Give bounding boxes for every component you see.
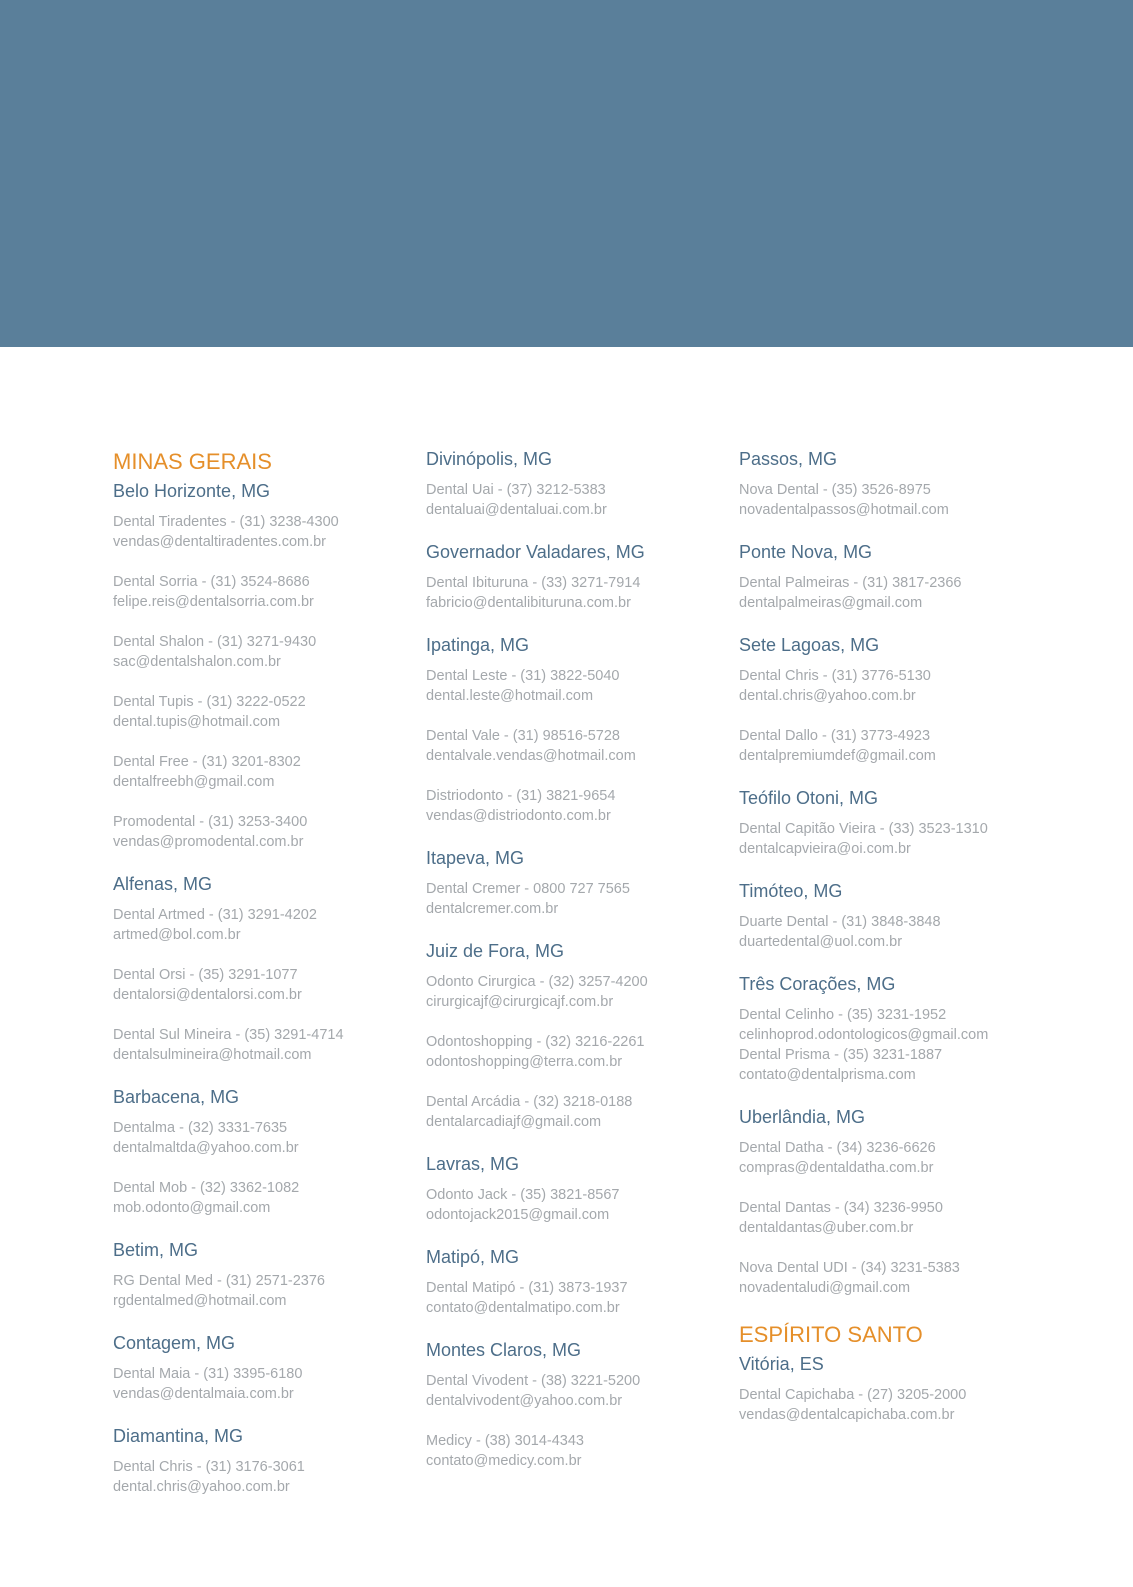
- city-heading: Três Corações, MG: [739, 974, 896, 994]
- dealer-email: fabricio@dentalibituruna.com.br: [426, 595, 631, 611]
- dealer-email: dentalorsi@dentalorsi.com.br: [113, 987, 302, 1003]
- dealer-email: sac@dentalshalon.com.br: [113, 654, 281, 670]
- dealer-name-phone: Duarte Dental - (31) 3848-3848: [739, 914, 941, 930]
- dealer-entry: [113, 692, 413, 732]
- dealer-entry: [426, 1371, 726, 1411]
- dealer-email: dentalcremer.com.br: [426, 901, 559, 917]
- dealer-entry: [426, 786, 726, 826]
- dealer-name-phone: Dentalma - (32) 3331-7635: [113, 1120, 288, 1136]
- city-heading: Contagem, MG: [113, 1333, 236, 1353]
- dealer-name-phone: Dental Uai - (37) 3212-5383: [426, 482, 606, 498]
- city-heading: Ponte Nova, MG: [739, 542, 873, 562]
- city-heading: Governador Valadares, MG: [426, 542, 645, 562]
- dealer-entry: [739, 912, 1039, 952]
- dealer-email: mob.odonto@gmail.com: [113, 1200, 271, 1216]
- dealer-entry: [739, 1045, 1039, 1085]
- dealer-name-phone: Dental Tupis - (31) 3222-0522: [113, 694, 306, 710]
- dealer-entry: [113, 1118, 413, 1158]
- dealer-entry: [426, 726, 726, 766]
- dealer-email: dentalfreebh@gmail.com: [113, 774, 275, 790]
- dealer-email: dentaldantas@uber.com.br: [739, 1220, 914, 1236]
- directory-column-2: [426, 447, 726, 1471]
- dealer-name-phone: Dental Palmeiras - (31) 3817-2366: [739, 575, 962, 591]
- dealer-email: dental.leste@hotmail.com: [426, 688, 594, 704]
- city-heading: Diamantina, MG: [113, 1426, 244, 1446]
- dealer-name-phone: Dental Cremer - 0800 727 7565: [426, 881, 630, 897]
- city-heading: Juiz de Fora, MG: [426, 941, 565, 961]
- dealer-name-phone: Dental Dantas - (34) 3236-9950: [739, 1200, 943, 1216]
- dealer-name-phone: Odonto Cirurgica - (32) 3257-4200: [426, 974, 648, 990]
- dealer-entry: [739, 480, 1039, 520]
- dealer-name-phone: Dental Ibituruna - (33) 3271-7914: [426, 575, 641, 591]
- dealer-name-phone: Dental Shalon - (31) 3271-9430: [113, 634, 317, 650]
- dealer-entry: [739, 726, 1039, 766]
- dealer-name-phone: Odontoshopping - (32) 3216-2261: [426, 1034, 645, 1050]
- dealer-email: artmed@bol.com.br: [113, 927, 241, 943]
- dealer-entry: [739, 1138, 1039, 1178]
- dealer-name-phone: Dental Vivodent - (38) 3221-5200: [426, 1373, 641, 1389]
- dealer-email: dentalmaltda@yahoo.com.br: [113, 1140, 299, 1156]
- city-heading: Lavras, MG: [426, 1154, 520, 1174]
- city-heading: Sete Lagoas, MG: [739, 635, 880, 655]
- city-heading: Ipatinga, MG: [426, 635, 530, 655]
- dealer-email: compras@dentaldatha.com.br: [739, 1160, 934, 1176]
- dealer-entry: [739, 1005, 1039, 1045]
- dealer-email: vendas@distriodonto.com.br: [426, 808, 611, 824]
- dealer-name-phone: Dental Matipó - (31) 3873-1937: [426, 1280, 628, 1296]
- dealer-email: contato@medicy.com.br: [426, 1453, 582, 1469]
- dealer-email: dentalpalmeiras@gmail.com: [739, 595, 923, 611]
- dealer-email: rgdentalmed@hotmail.com: [113, 1293, 287, 1309]
- dealer-name-phone: Distriodonto - (31) 3821-9654: [426, 788, 616, 804]
- city-heading: Divinópolis, MG: [426, 449, 553, 469]
- dealer-name-phone: Dental Dallo - (31) 3773-4923: [739, 728, 931, 744]
- dealer-entry: [113, 965, 413, 1005]
- dealer-name-phone: Odonto Jack - (35) 3821-8567: [426, 1187, 620, 1203]
- dealer-email: contato@dentalprisma.com: [739, 1067, 916, 1083]
- dealer-entry: [739, 1258, 1039, 1298]
- dealer-email: dentalpremiumdef@gmail.com: [739, 748, 936, 764]
- dealer-name-phone: Dental Artmed - (31) 3291-4202: [113, 907, 317, 923]
- dealer-email: dentalcapvieira@oi.com.br: [739, 841, 911, 857]
- dealer-name-phone: Dental Mob - (32) 3362-1082: [113, 1180, 300, 1196]
- dealer-name-phone: Dental Maia - (31) 3395-6180: [113, 1366, 303, 1382]
- dealer-email: dental.tupis@hotmail.com: [113, 714, 281, 730]
- dealer-entry: [113, 572, 413, 612]
- dealer-entry: [426, 1431, 726, 1471]
- dealer-entry: [113, 1271, 413, 1311]
- city-heading: Belo Horizonte, MG: [113, 481, 271, 501]
- dealer-entry: [426, 879, 726, 919]
- dealer-name-phone: Dental Orsi - (35) 3291-1077: [113, 967, 298, 983]
- city-heading: Itapeva, MG: [426, 848, 525, 868]
- dealer-name-phone: Promodental - (31) 3253-3400: [113, 814, 308, 830]
- dealer-entry: [113, 1178, 413, 1218]
- city-heading: Matipó, MG: [426, 1247, 520, 1267]
- region-title: MINAS GERAIS: [113, 449, 272, 474]
- city-heading: Teófilo Otoni, MG: [739, 788, 879, 808]
- dealer-email: dentaluai@dentaluai.com.br: [426, 502, 607, 518]
- city-heading: Uberlândia, MG: [739, 1107, 866, 1127]
- dealer-email: odontojack2015@gmail.com: [426, 1207, 610, 1223]
- dealer-email: dentalvivodent@yahoo.com.br: [426, 1393, 623, 1409]
- dealer-name-phone: RG Dental Med - (31) 2571-2376: [113, 1273, 325, 1289]
- city-heading: Montes Claros, MG: [426, 1340, 582, 1360]
- dealer-entry: [113, 812, 413, 852]
- dealer-entry: [739, 666, 1039, 706]
- dealer-email: vendas@promodental.com.br: [113, 834, 304, 850]
- region-title: ESPÍRITO SANTO: [739, 1322, 923, 1347]
- dealer-email: dentalarcadiajf@gmail.com: [426, 1114, 602, 1130]
- dealer-email: vendas@dentaltiradentes.com.br: [113, 534, 327, 550]
- city-heading: Betim, MG: [113, 1240, 199, 1260]
- dealer-email: vendas@dentalmaia.com.br: [113, 1386, 294, 1402]
- dealer-name-phone: Dental Tiradentes - (31) 3238-4300: [113, 514, 339, 530]
- city-heading: Timóteo, MG: [739, 881, 843, 901]
- dealer-name-phone: Dental Leste - (31) 3822-5040: [426, 668, 620, 684]
- dealer-name-phone: Dental Chris - (31) 3776-5130: [739, 668, 931, 684]
- dealer-entry: [426, 573, 726, 613]
- dealer-entry: [426, 1278, 726, 1318]
- dealer-entry: [113, 1025, 413, 1065]
- dealer-name-phone: Dental Free - (31) 3201-8302: [113, 754, 301, 770]
- city-heading: Barbacena, MG: [113, 1087, 240, 1107]
- dealer-name-phone: Dental Capichaba - (27) 3205-2000: [739, 1387, 967, 1403]
- dealer-email: dental.chris@yahoo.com.br: [739, 688, 916, 704]
- dealer-name-phone: Nova Dental UDI - (34) 3231-5383: [739, 1260, 960, 1276]
- dealer-email: novadentalpassos@hotmail.com: [739, 502, 949, 518]
- dealer-name-phone: Dental Arcádia - (32) 3218-0188: [426, 1094, 633, 1110]
- dealer-entry: [113, 752, 413, 792]
- city-heading: Vitória, ES: [739, 1354, 824, 1374]
- dealer-entry: [426, 480, 726, 520]
- dealer-entry: [113, 512, 413, 552]
- dealer-entry: [739, 819, 1039, 859]
- dealer-entry: [426, 972, 726, 1012]
- dealer-entry: [426, 1032, 726, 1072]
- dealer-name-phone: Dental Capitão Vieira - (33) 3523-1310: [739, 821, 988, 837]
- dealer-name-phone: Dental Datha - (34) 3236-6626: [739, 1140, 936, 1156]
- dealer-entry: [426, 1092, 726, 1132]
- dealer-name-phone: Dental Sul Mineira - (35) 3291-4714: [113, 1027, 344, 1043]
- city-heading: Alfenas, MG: [113, 874, 213, 894]
- dealer-entry: [113, 905, 413, 945]
- dealer-entry: [113, 1457, 413, 1497]
- dealer-email: novadentaludi@gmail.com: [739, 1280, 911, 1296]
- dealer-email: duartedental@uol.com.br: [739, 934, 903, 950]
- dealer-entry: [426, 666, 726, 706]
- dealer-email: felipe.reis@dentalsorria.com.br: [113, 594, 314, 610]
- dealer-name-phone: Medicy - (38) 3014-4343: [426, 1433, 584, 1449]
- dealer-name-phone: Dental Prisma - (35) 3231-1887: [739, 1047, 943, 1063]
- city-heading: Passos, MG: [739, 449, 838, 469]
- dealer-email: celinhoprod.odontologicos@gmail.com: [739, 1027, 989, 1043]
- directory-column-1: [113, 447, 413, 1497]
- dealer-name-phone: Dental Celinho - (35) 3231-1952: [739, 1007, 947, 1023]
- dealer-entry: [739, 1385, 1039, 1425]
- dealer-email: dentalvale.vendas@hotmail.com: [426, 748, 636, 764]
- header-banner: [0, 0, 1133, 347]
- dealer-name-phone: Dental Chris - (31) 3176-3061: [113, 1459, 305, 1475]
- dealer-entry: [426, 1185, 726, 1225]
- dealer-name-phone: Nova Dental - (35) 3526-8975: [739, 482, 931, 498]
- dealer-name-phone: Dental Sorria - (31) 3524-8686: [113, 574, 310, 590]
- dealer-email: vendas@dentalcapichaba.com.br: [739, 1407, 955, 1423]
- dealer-email: dental.chris@yahoo.com.br: [113, 1479, 290, 1495]
- dealer-entry: [739, 1198, 1039, 1238]
- dealer-name-phone: Dental Vale - (31) 98516-5728: [426, 728, 620, 744]
- dealer-email: dentalsulmineira@hotmail.com: [113, 1047, 312, 1063]
- dealer-entry: [739, 573, 1039, 613]
- dealer-entry: [113, 1364, 413, 1404]
- directory-column-3: [739, 447, 1039, 1425]
- dealer-email: odontoshopping@terra.com.br: [426, 1054, 623, 1070]
- dealer-entry: [113, 632, 413, 672]
- dealer-email: cirurgicajf@cirurgicajf.com.br: [426, 994, 614, 1010]
- dealer-email: contato@dentalmatipo.com.br: [426, 1300, 620, 1316]
